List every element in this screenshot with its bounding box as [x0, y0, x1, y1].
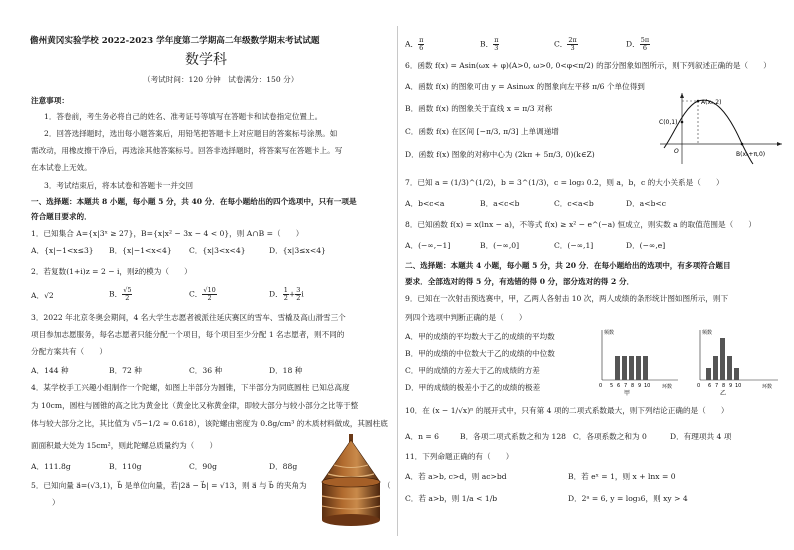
section1-heading: 一、选择题：本题共 8 小题，每小题 5 分，共 40 分．在每小题给出的四个选项中，只有一项是: [31, 197, 357, 206]
y-axis-label: 频数: [604, 330, 615, 336]
numerator: √5: [123, 286, 132, 294]
denominator: 6: [419, 44, 424, 52]
q6-option-a: A．函数 f(x) 的图象可由 y = Asinωx 的图象向左平移 π/6 个单位得到: [405, 82, 645, 91]
q11-option-c: C．若 a>b，则 1/a < 1/b: [405, 494, 498, 503]
bar: [622, 356, 627, 380]
q10-option-c: C．各项系数之和为 0: [573, 432, 647, 441]
tick-label: 9: [729, 383, 733, 389]
label-b: B(x₀+π,0): [736, 151, 766, 158]
question-3-stem-cont: 项目参加志愿服务，每名志愿者只能分配一个项目，每个项目至少分配 1 名志愿者，则不同的: [31, 330, 345, 339]
q8-option-d: D．(−∞,e]: [626, 241, 666, 250]
q5-paren-open: （: [383, 481, 391, 490]
q9-option-d: D．甲的成绩的极差小于乙的成绩的极差: [405, 383, 541, 392]
tick-label: 6: [617, 383, 621, 389]
tick-label: 10: [644, 383, 651, 389]
x-axis-arrow: [777, 142, 782, 146]
denominator: 6: [642, 44, 647, 52]
question-1-stem: 1．已知集合 A={x|3ˣ ≥ 27}，B={x|x² − 3x − 4 < 0}，则 A∩B =（ ）: [31, 229, 304, 238]
fraction: [202, 287, 216, 302]
q9-option-b: B．甲的成绩的中位数大于乙的成绩的中位数: [405, 349, 555, 358]
numerator: 2π: [568, 36, 577, 44]
q2-option-b: [109, 287, 132, 302]
x-axis-label: 环数: [662, 384, 673, 390]
q9-option-c: C．甲的成绩的方差大于乙的成绩的方差: [405, 366, 540, 375]
bar-chart-jia: [594, 326, 682, 396]
q5-option-c: [554, 37, 578, 52]
section2-heading: 二、选择题：本题共 4 小题，每小题 5 分，共 20 分．在每小题给出的选项中，有多项符合题目: [405, 261, 731, 270]
q10-option-b: B．各项二项式系数之和为 128: [460, 432, 567, 441]
q8-option-b: B．(−∞,0]: [480, 241, 520, 250]
q1-option-a: A．{x|−1<x≤3}: [31, 246, 94, 255]
fraction: [640, 37, 650, 52]
q11-option-b: B．若 eˣ = 1，则 x + lnx = 0: [568, 472, 676, 481]
bar: [713, 356, 718, 380]
bar: [615, 356, 620, 380]
q10-option-d: D．有理项共 4 项: [670, 432, 732, 441]
bar: [734, 368, 739, 380]
imaginary-unit: i: [301, 289, 304, 299]
q4-option-b: B．110g: [109, 462, 142, 471]
tick-label: 5: [610, 383, 614, 389]
option-prefix: C．: [189, 289, 203, 299]
q7-option-b: B．a<c<b: [480, 199, 520, 208]
bar: [727, 356, 732, 380]
notice-line: 在本试卷上无效。: [31, 163, 92, 172]
q7-option-a: A．b<c<a: [405, 199, 445, 208]
point-b: [741, 143, 744, 146]
label-o: O: [674, 148, 679, 155]
y-axis-label: 频数: [702, 330, 713, 336]
bar: [643, 356, 648, 380]
option-prefix: A．: [405, 39, 419, 49]
tick-label: 0: [697, 383, 701, 389]
q7-option-d: D．a<b<c: [626, 199, 667, 208]
section1-heading-cont: 符合题目要求的．: [31, 212, 92, 221]
q3-option-c: C．36 种: [189, 366, 223, 375]
question-4-stem-cont: 体与较大部分之比，其比值为 √5−1/2 ≈ 0.618），该陀螺由密度为 0.8g/cm³ 的木质材料做成，其圆柱底: [31, 419, 388, 428]
point-c: [681, 121, 684, 124]
fraction: [493, 37, 499, 52]
q3-option-d: D．18 种: [269, 366, 303, 375]
q2-option-d: [269, 287, 304, 302]
q6-option-d: D．函数 f(x) 图象的对称中心为 (2kπ + 5π/3, 0)(k∈Z): [405, 150, 595, 159]
q4-option-a: A．111.8g: [31, 462, 71, 471]
notice-line: 需改动，用橡皮擦干净后，再选涂其他答案标号。回答非选择题时，将答案写在答题卡上。写: [31, 146, 343, 155]
subject-heading: 数学科: [185, 52, 227, 68]
bar-chart-yi: [692, 326, 782, 396]
q1-option-d: D．{x|3≤x<4}: [269, 246, 326, 255]
denominator: 2: [283, 294, 288, 302]
numerator: π: [494, 36, 499, 44]
q8-option-a: A．(−∞,−1]: [405, 241, 451, 250]
question-8-stem: 8．已知函数 f(x) = x(lnx − a)，不等式 f(x) ≥ x² − e^(−a) 恒成立，则实数 a 的取值范围是（ ）: [405, 220, 756, 229]
q6-option-c: C．函数 f(x) 在区间 [−π/3, π/3] 上单调递增: [405, 127, 559, 136]
q5-option-b: [480, 37, 499, 52]
denominator: 2: [296, 294, 301, 302]
q8-option-c: C．(−∞,1]: [554, 241, 594, 250]
bar: [636, 356, 641, 380]
question-3-stem: 3．2022 年北京冬奥会期间，4 名大学生志愿者被派往延庆赛区的雪车、雪橇及高山滑雪三个: [31, 313, 346, 322]
denominator: 3: [494, 44, 499, 52]
q9-option-a: A．甲的成绩的平均数大于乙的成绩的平均数: [405, 332, 555, 341]
numerator: π: [419, 36, 424, 44]
notice-line: 1．答卷前，考生务必将自己的姓名、准考证号等填写在答题卡和试卷指定位置上。: [44, 112, 323, 121]
x-axis-label: 环数: [762, 384, 773, 390]
notice-line: 3．考试结束后，将本试卷和答题卡一并交回: [44, 181, 194, 190]
q11-option-d: D．2ᵃ = 6, y = log₃6，则 xy > 4: [568, 494, 688, 503]
bar: [720, 338, 725, 380]
tick-label: 9: [638, 383, 642, 389]
q11-option-a: A．若 a>b, c>d，则 ac>bd: [405, 472, 507, 481]
denominator: 2: [207, 294, 212, 302]
question-9-stem-cont: 列四个选项中判断正确的是（ ）: [405, 313, 527, 322]
y-axis-arrow: [680, 93, 684, 98]
question-11-stem: 11．下列命题正确的有（ ）: [405, 452, 514, 461]
label-a: A(x₀,2): [701, 99, 722, 106]
option-prefix: D．: [626, 39, 640, 49]
numerator: 5π: [640, 36, 650, 44]
question-4-stem-cont: 为 10cm，圆柱与圆锥的高之比为黄金比（黄金比又称黄金律，即较大部分与较小部分之比等于整: [31, 401, 359, 410]
section2-heading-cont: 要求．全部选对的得 5 分，有选错的得 0 分，部分选对的得 2 分．: [405, 277, 635, 286]
q3-option-a: A．144 种: [31, 366, 69, 375]
q3-option-b: B．72 种: [109, 366, 142, 375]
bar: [629, 356, 634, 380]
tick-label: 8: [722, 383, 726, 389]
q2-option-a: A．√2: [31, 291, 54, 300]
notice-line: 2．回答选择题时，选出每小题答案后，用铅笔把答题卡上对应题目的答案标号涂黑。如: [44, 129, 338, 138]
question-4-stem: 4．某学校手工兴趣小组制作一个陀螺，如图上半部分为圆锥，下半部分为同底圆柱 已知总高度: [31, 383, 350, 392]
q6-option-b: B．函数 f(x) 的图象关于直线 x = π/3 对称: [405, 104, 553, 113]
plus-sign: +: [288, 289, 296, 299]
tick-label: 6: [708, 383, 712, 389]
numerator: 3: [296, 286, 301, 294]
option-prefix: D．: [269, 289, 283, 299]
option-prefix: C．: [554, 39, 568, 49]
fraction: [418, 37, 424, 52]
bar: [706, 368, 711, 380]
tick-label: 7: [715, 383, 719, 389]
option-prefix: B．: [109, 289, 123, 299]
numerator: 1: [283, 286, 288, 294]
question-6-stem: 6．函数 f(x) = Asin(ωx + φ)(A>0, ω>0, 0<φ<π/2) 的部分图象如图所示，则下列叙述正确的是（ ）: [405, 61, 771, 70]
q5-option-d: [626, 37, 650, 52]
tick-label: 10: [735, 383, 742, 389]
tick-label: 8: [631, 383, 635, 389]
question-2-stem: 2．若复数(1+i)z = 2 − i，则z̄的模为（ ）: [31, 267, 192, 276]
tick-label: 0: [599, 383, 603, 389]
sine-graph: [656, 90, 786, 166]
right-column: [398, 0, 794, 550]
label-c: C(0,1): [659, 119, 678, 126]
chart-name: 甲: [624, 390, 631, 396]
spinning-top-image: [318, 432, 384, 530]
notice-heading: 注意事项：: [31, 96, 69, 105]
question-10-stem: 10．在 (x − 1/√x)ⁿ 的展开式中，只有第 4 项的二项式系数最大，则下列结论正确的是（ ）: [405, 406, 729, 415]
question-9-stem: 9．已知在一次射击预选赛中，甲，乙两人各射击 10 次，两人成绩的条形统计图如图所示，则下: [405, 294, 729, 303]
fraction: [122, 287, 132, 302]
question-7-stem: 7．已知 a = (1/3)^(1/2)，b = 3^(1/3)，c = log₃ 0.2，则 a，b，c 的大小关系是（ ）: [405, 178, 724, 187]
tick-label: 7: [624, 383, 628, 389]
numerator: √10: [203, 286, 216, 294]
denominator: 2: [125, 294, 130, 302]
question-5-stem: 5．已知向量 a⃗=(√3,1)，b⃗ 是单位向量，若|2a⃗ − b⃗| = √13，则 a⃗ 与 b⃗ 的夹角为: [31, 481, 307, 490]
fraction: [567, 37, 577, 52]
exam-title: 儋州黄冈实验学校 2022-2023 学年度第二学期高二年级数学期末考试试题: [30, 36, 320, 46]
q10-option-a: A．n = 6: [405, 432, 439, 441]
q4-option-c: C．90g: [189, 462, 217, 471]
question-4-stem-cont: 面面积最大处为 15cm²，则此陀螺总质量约为（ ）: [31, 441, 218, 450]
point-a: [697, 100, 700, 103]
q5-paren-close: ）: [52, 498, 60, 507]
q1-option-c: C．{x|3<x<4}: [189, 246, 246, 255]
q1-option-b: B．{x|−1<x<4}: [109, 246, 172, 255]
q4-option-d: D．88g: [269, 462, 298, 471]
q2-option-c: [189, 287, 217, 302]
chart-name: 乙: [720, 390, 727, 396]
question-3-stem-cont: 分配方案共有（ ）: [31, 347, 107, 356]
exam-info: （考试时间：120 分钟 试卷满分：150 分）: [143, 75, 299, 84]
denominator: 3: [570, 44, 575, 52]
option-prefix: B．: [480, 39, 494, 49]
q5-option-a: [405, 37, 424, 52]
q7-option-c: C．c<a<b: [554, 199, 594, 208]
